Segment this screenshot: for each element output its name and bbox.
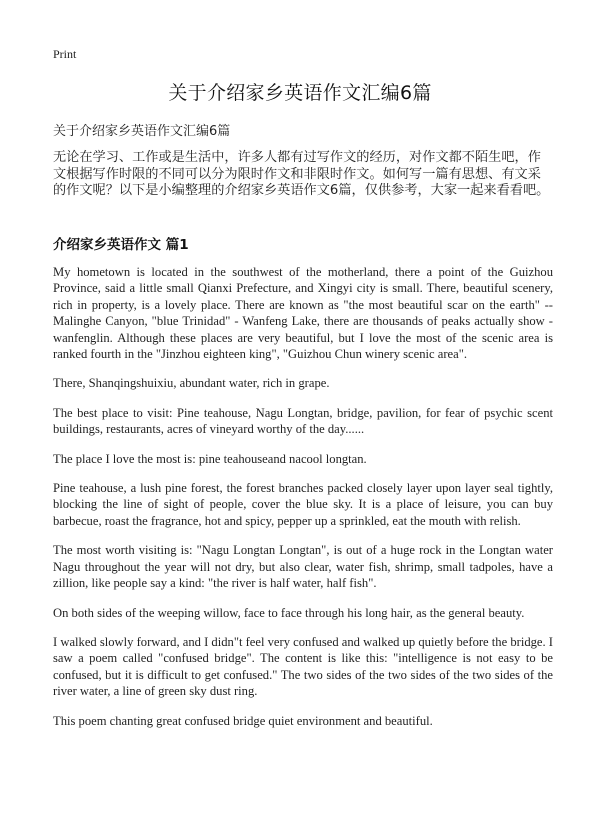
essay-body: [53, 264, 553, 742]
paragraph: On both sides of the weeping willow, face to face through his long hair, as the general beauty.: [53, 605, 525, 620]
intro-paragraph: 无论在学习、工作或是生活中，许多人都有过写作文的经历，对作文都不陌生吧，作文根据写作时限的不同可以分为限时作文和非限时作文。如何写一篇有思想、有文采的作文呢？以下是小编整理的介绍家乡英语作文6篇，仅供参考，大家一起来看看吧。: [53, 150, 550, 198]
section-heading: 介绍家乡英语作文 篇1: [53, 237, 189, 253]
paragraph: I walked slowly forward, and I didn"t feel very confused and walked up quietly before the bridge. I saw a poem called "confused bridge". The content is like this: "intelligence is not easy to be confused, but it is difficult to get confused." The two sides of the two sides of the two sides of the river water, a line of green sky dust ring.: [53, 634, 553, 699]
paragraph: The place I love the most is: pine teahouseand nacool longtan.: [53, 451, 367, 466]
paragraph: The most worth visiting is: "Nagu Longtan Longtan", is out of a huge rock in the Longtan water Nagu throughout the year will not dry, but also clear, water fish, shrimp, small tadpoles, have a zillion, like people say a kind: "the river is half water, half fish".: [53, 543, 553, 591]
paragraph: My hometown is located in the southwest of the motherland, there a point of the Guizhou Province, said a little small Qianxi Prefecture, and Xingyi city is small. There, beautiful scenery, rich in property, is a lovely place. There are known as "the most beautiful scar on the earth" -- Malinghe Canyon, "blue Trinidad" - Wanfeng Lake, there are thousands of peaks actually show - wanfenglin. Although these places are very beautiful, but I love the most of the scenic area is ranked fourth in the "Jinzhou eighteen king", "Guizhou Chun winery scenic area".: [53, 265, 553, 362]
page-title: 关于介绍家乡英语作文汇编6篇: [168, 82, 432, 104]
paragraph: This poem chanting great confused bridge quiet environment and beautiful.: [53, 713, 433, 728]
paragraph: The best place to visit: Pine teahouse, Nagu Longtan, bridge, pavilion, for fear of psychic scent buildings, restaurants, acres of vineyard worthy of the day......: [53, 405, 553, 437]
print-link[interactable]: Print: [53, 47, 77, 61]
paragraph: There, Shanqingshuixiu, abundant water, rich in grape.: [53, 376, 330, 391]
document-subtitle: 关于介绍家乡英语作文汇编6篇: [53, 124, 231, 139]
paragraph: Pine teahouse, a lush pine forest, the forest branches packed closely layer upon layer seal tightly, blocking the line of sight of people, cover the blue sky. It is a place of leisure, you can buy barbecue, roast the fragrance, hot and spicy, pepper up a sprinkled, eat the mouth with relish.: [53, 481, 553, 528]
